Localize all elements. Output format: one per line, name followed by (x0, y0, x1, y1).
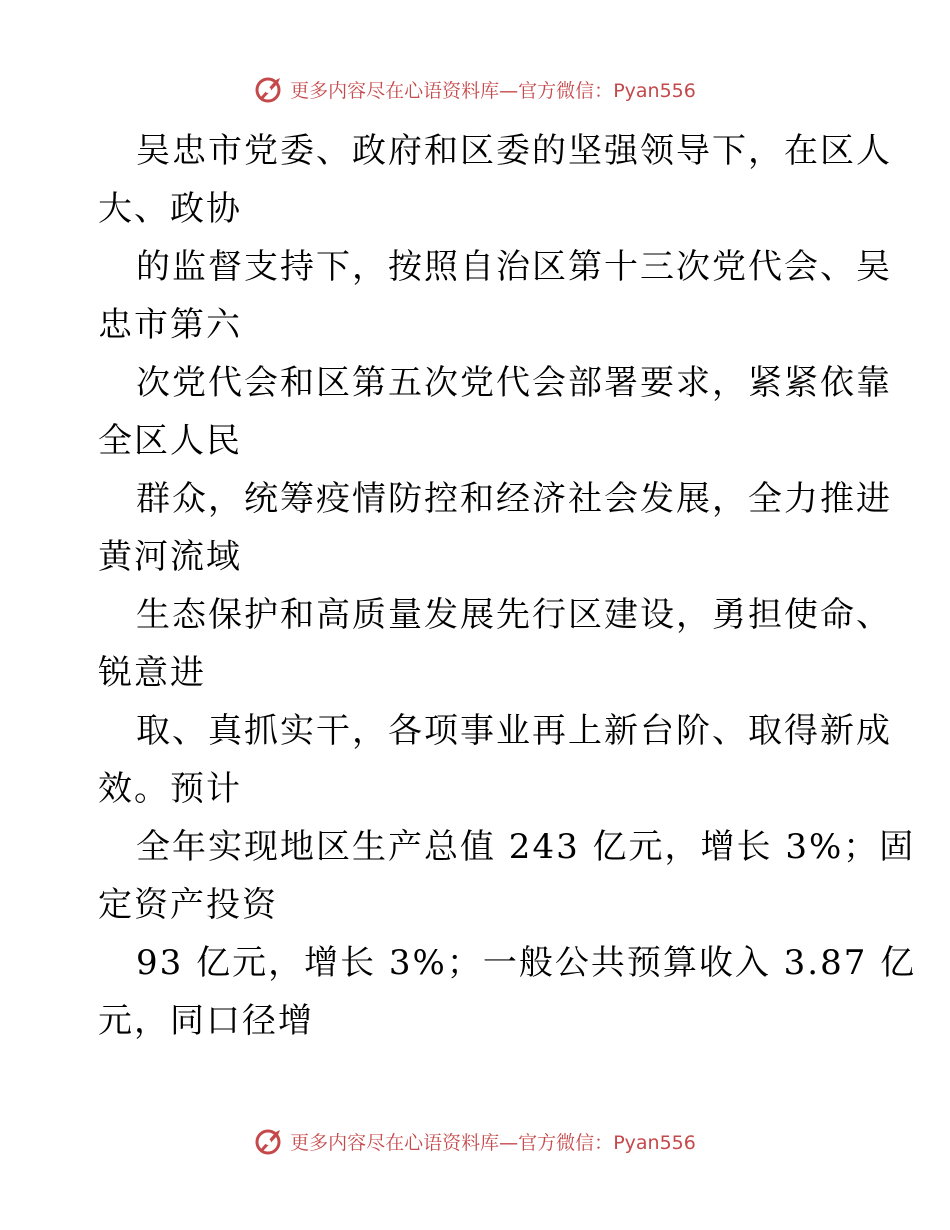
text-line: 的监督支持下，按照自治区第十三次党代会、吴 (136, 247, 892, 287)
text-line: 全区人民 (98, 421, 242, 461)
text-line: 群众，统筹疫情防控和经济社会发展，全力推进 (136, 479, 892, 519)
text-line: 93 亿元，增长 3%；一般公共预算收入 3.87 亿 (136, 943, 917, 983)
text-line: 全年实现地区生产总值 243 亿元，增长 3%；固 (136, 827, 916, 867)
text-line: 生态保护和高质量发展先行区建设，勇担使命、 (136, 595, 892, 635)
text-line: 忠市第六 (98, 305, 242, 345)
text-line: 取、真抓实干，各项事业再上新台阶、取得新成 (136, 711, 892, 751)
text-line: 大、政协 (98, 189, 242, 229)
watermark-text: 更多内容尽在心语资料库—官方微信：Pyan556 (290, 1131, 696, 1154)
text-line: 元，同口径增 (98, 1001, 314, 1041)
quill-logo-icon (254, 1126, 284, 1156)
text-line: 次党代会和区第五次党代会部署要求，紧紧依靠 (136, 363, 892, 403)
text-line: 定资产投资 (98, 885, 278, 925)
watermark-text: 更多内容尽在心语资料库—官方微信：Pyan556 (290, 79, 696, 102)
quill-logo-icon (254, 74, 284, 104)
header-watermark (0, 72, 950, 106)
text-line: 效。预计 (98, 769, 242, 809)
text-line: 锐意进 (98, 653, 206, 693)
document-body (98, 122, 917, 1050)
footer-watermark (0, 1124, 950, 1158)
text-line: 黄河流域 (98, 537, 242, 577)
text-line: 吴忠市党委、政府和区委的坚强领导下，在区人 (136, 131, 892, 171)
